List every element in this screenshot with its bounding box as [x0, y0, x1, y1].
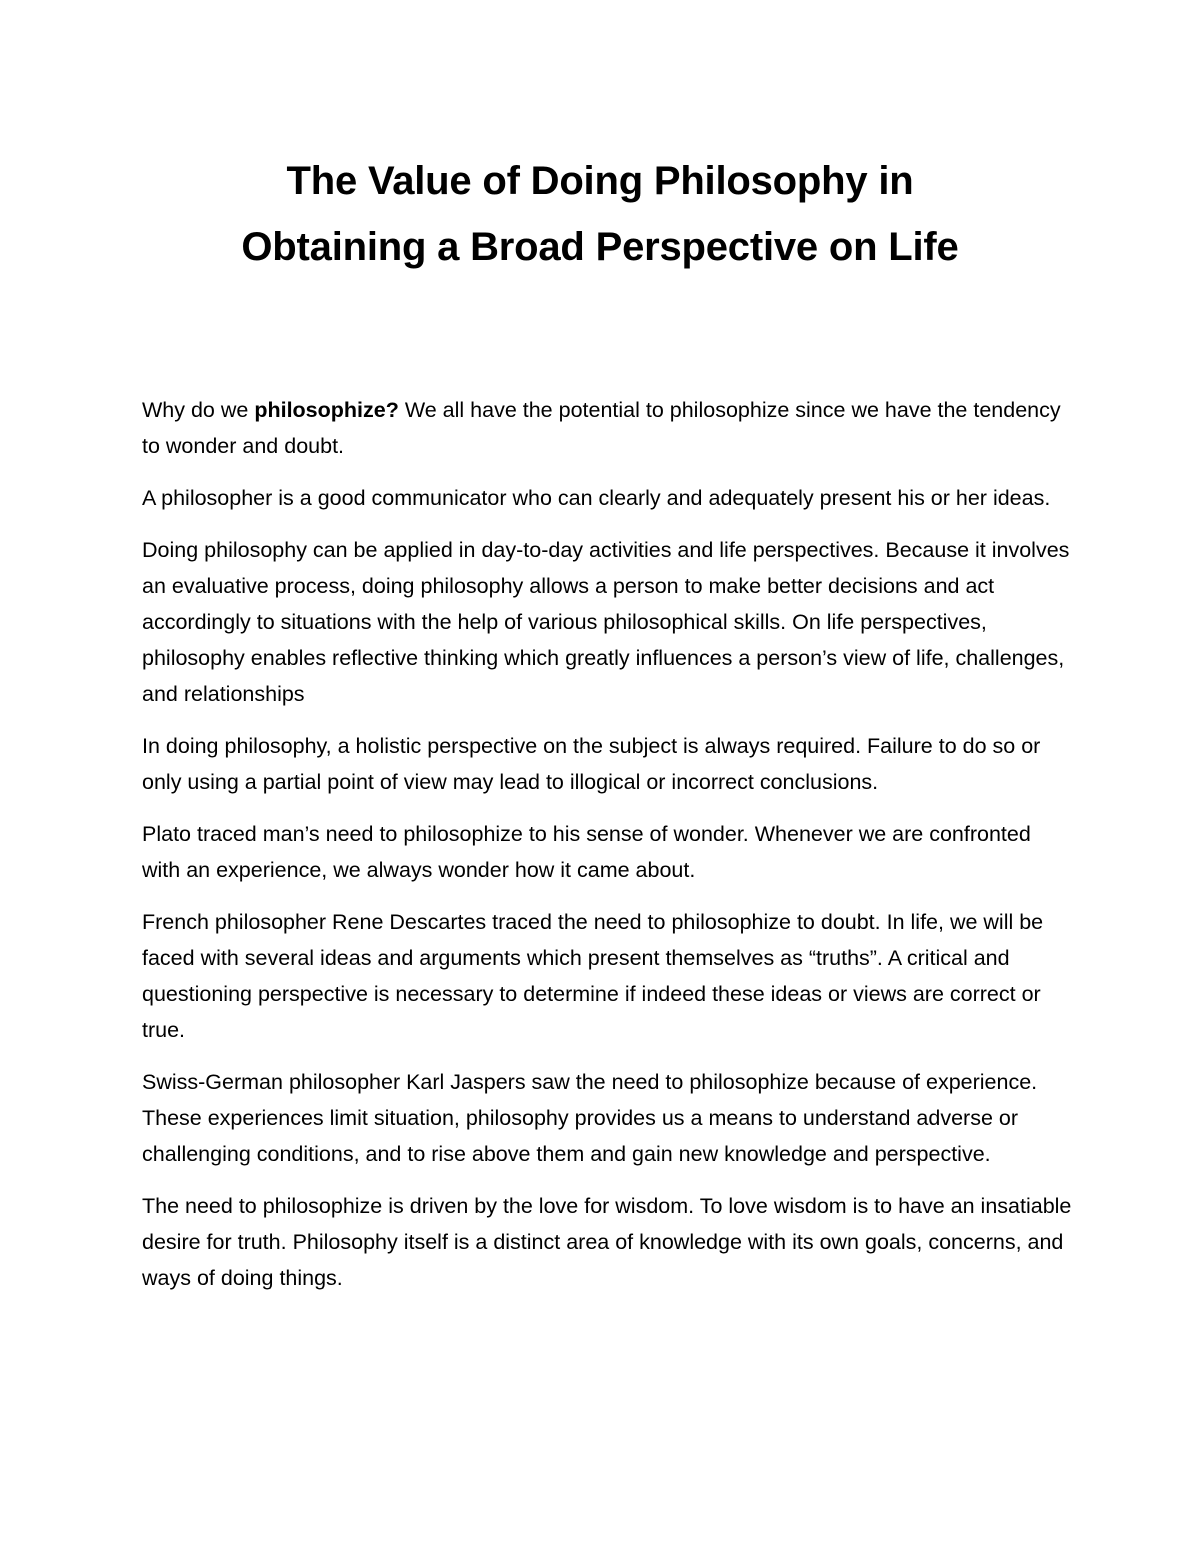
- paragraph-5: Plato traced man’s need to philosophize to his sense of wonder. Whenever we are confronted with an experience, we always wonder how it came about.: [142, 822, 1031, 882]
- title-line-1: The Value of Doing Philosophy in: [286, 159, 914, 203]
- paragraph-1: [142, 392, 1072, 464]
- paragraph-1-rest: We all have the potential to philosophize since we have the tendency to wonder and doubt.: [142, 398, 1061, 458]
- paragraph-2: A philosopher is a good communicator who can clearly and adequately present his or her ideas.: [142, 486, 1051, 510]
- paragraph-8: The need to philosophize is driven by the love for wisdom. To love wisdom is to have an insatiable desire for truth. Philosophy itself is a distinct area of knowledge with its own goals, concerns, and ways of doing things.: [142, 1194, 1072, 1290]
- document-title: [100, 148, 1100, 280]
- paragraph-7: Swiss-German philosopher Karl Jaspers saw the need to philosophize because of experience. These experiences limit situation, philosophy provides us a means to understand adverse or challenging conditions, and to rise above them and gain new knowledge and perspective.: [142, 1070, 1038, 1166]
- title-line-2: Obtaining a Broad Perspective on Life: [241, 225, 959, 269]
- document-body: [142, 392, 1072, 1312]
- paragraph-3: Doing philosophy can be applied in day-to-day activities and life perspectives. Because it involves an evaluative process, doing philosophy allows a person to make better decisions and act accordingly to situations with the help of various philosophical skills. On life perspectives, philosophy enables reflective thinking which greatly influences a person’s view of life, challenges, and relationships: [142, 538, 1070, 706]
- paragraph-4: In doing philosophy, a holistic perspective on the subject is always required. Failure to do so or only using a partial point of view may lead to illogical or incorrect conclusions.: [142, 734, 1041, 794]
- paragraph-1-lead: Why do we: [142, 398, 255, 422]
- paragraph-6: French philosopher Rene Descartes traced the need to philosophize to doubt. In life, we will be faced with several ideas and arguments which present themselves as “truths”. A critical and questioning perspective is necessary to determine if indeed these ideas or views are correct or true.: [142, 910, 1044, 1042]
- paragraph-1-bold-term: philosophize?: [254, 398, 399, 422]
